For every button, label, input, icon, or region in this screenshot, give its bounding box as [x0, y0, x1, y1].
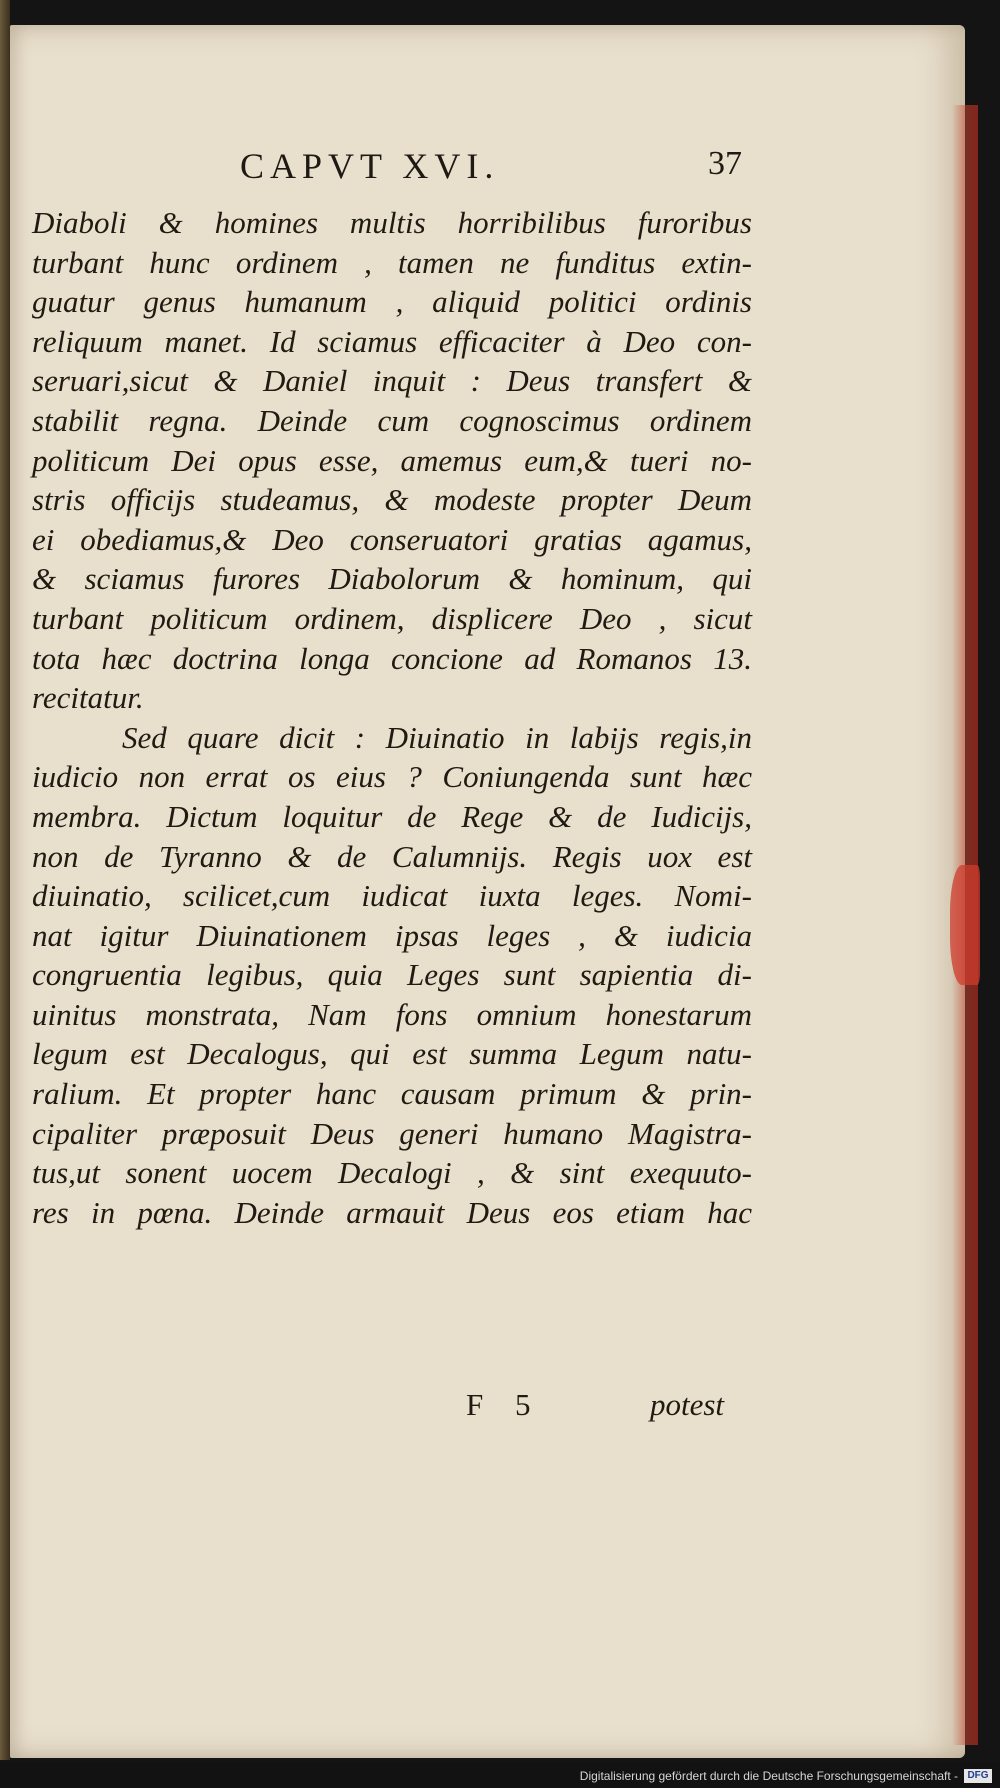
running-head — [10, 145, 965, 195]
text-line: congruentia legibus, quia Leges sunt sapientia di- — [32, 957, 752, 993]
text-line: turbant politicum ordinem, displicere Deo , sicut — [32, 600, 752, 636]
text-line: stris officijs studeamus, & modeste propter Deum — [32, 482, 752, 518]
credit-bar — [0, 1762, 1000, 1788]
page-number: 37 — [708, 145, 742, 182]
catchword: potest — [650, 1387, 725, 1422]
text-line: ei obediamus,& Deo conseruatori gratias agamus, — [32, 521, 752, 557]
text-line: diuinatio, scilicet,cum iudicat iuxta leges. Nomi- — [32, 878, 752, 914]
binding-edge — [0, 0, 10, 1760]
text-line: recitatur. — [32, 680, 144, 716]
red-edge-stain — [950, 865, 980, 985]
signature-mark: F 5 — [466, 1387, 543, 1422]
body-text — [32, 203, 752, 1232]
text-line: Sed quare dicit : Diuinatio in labijs regis,in — [122, 719, 752, 755]
text-line: tota hæc doctrina longa concione ad Romanos 13. — [32, 640, 752, 676]
text-line: legum est Decalogus, qui est summa Legum natu- — [32, 1036, 752, 1072]
text-line: ralium. Et propter hanc causam primum & prin- — [32, 1076, 752, 1112]
dfg-logo-icon: DFG — [964, 1769, 992, 1783]
text-line: & sciamus furores Diabolorum & hominum, qui — [32, 561, 752, 597]
text-line: turbant hunc ordinem , tamen ne funditus extin- — [32, 244, 752, 280]
book-page — [10, 25, 965, 1758]
text-line: tus,ut sonent uocem Decalogi , & sint exequuto- — [32, 1155, 752, 1191]
page-footer — [10, 1387, 965, 1431]
text-line: guatur genus humanum , aliquid politici ordinis — [32, 284, 752, 320]
text-line: uinitus monstrata, Nam fons omnium honestarum — [32, 996, 752, 1032]
text-line: non de Tyranno & de Calumnijs. Regis uox est — [32, 838, 752, 874]
text-line: seruari,sicut & Daniel inquit : Deus transfert & — [32, 363, 752, 399]
text-line: reliquum manet. Id sciamus efficaciter à Deo con- — [32, 323, 752, 359]
funding-credit: Digitalisierung gefördert durch die Deutsche Forschungsgemeinschaft - — [579, 1769, 958, 1783]
text-line: res in pœna. Deinde armauit Deus eos etiam hac — [32, 1194, 752, 1230]
text-line: iudicio non errat os eius ? Coniungenda sunt hæc — [32, 759, 752, 795]
text-line: cipaliter præposuit Deus generi humano Magistra- — [32, 1115, 752, 1151]
text-line: stabilit regna. Deinde cum cognoscimus ordinem — [32, 402, 752, 438]
running-title: CAPVT XVI. — [240, 146, 500, 186]
text-line: membra. Dictum loquitur de Rege & de Iudicijs, — [32, 798, 752, 834]
text-line: politicum Dei opus esse, amemus eum,& tueri no- — [32, 442, 752, 478]
text-line: Diaboli & homines multis horribilibus furoribus — [32, 205, 752, 240]
text-line: nat igitur Diuinationem ipsas leges , & iudicia — [32, 917, 752, 953]
